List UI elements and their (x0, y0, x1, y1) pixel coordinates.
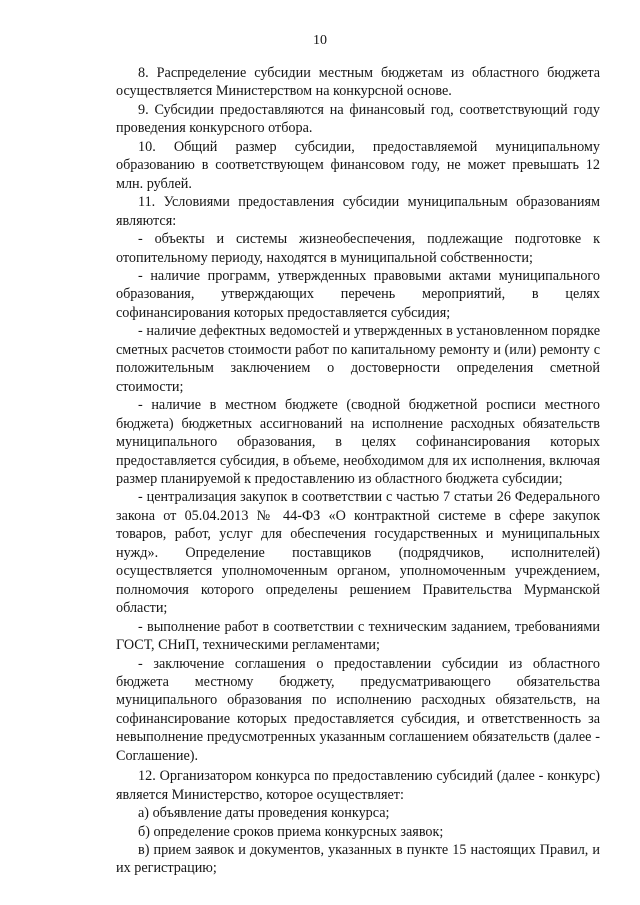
paragraph-11: 11. Условиями предоставления субсидии муниципальным образованиям являются: (116, 194, 600, 229)
condition-item: - наличие программ, утвержденных правовыми актами муниципального образования, утверждающих перечень мероприятий, в целях софинансирования которых предоставляется субсидия; (116, 267, 600, 321)
organizer-duty-item: а) объявление даты проведения конкурса; (138, 805, 390, 822)
paragraph-10: 10. Общий размер субсидии, предоставляемой муниципальному образованию в соответствующем финансовом году, не может превышать 12 млн. рублей. (116, 138, 600, 192)
condition-item: - заключение соглашения о предоставлении субсидии из областного бюджета местному бюджету, предусматривающего обязательства муниципального образования по исполнению расходных обязательств, на софинансирование которых предоставляется субсидия, и ответственность за невыполнение предусмотренных указанным соглашением обязательств (далее - Соглашение). (116, 655, 600, 764)
paragraph-8: 8. Распределение субсидии местным бюджетам из областного бюджета осуществляется Министерством на конкурсной основе. (116, 65, 600, 100)
condition-item: - централизация закупок в соответствии с частью 7 статьи 26 Федерального закона от 05.04.2013 № 44-ФЗ «О контрактной системе в сфере закупок товаров, работ, услуг для обеспечения государственных и муниципальных нужд». Определение поставщиков (подрядчиков, исполнителей) осуществляется уполномоченным органом, уполномоченным учреждением, полномочия которого определены решением Правительства Мурманской области; (116, 489, 600, 617)
document-body (116, 64, 600, 878)
organizer-duty-item: б) определение сроков приема конкурсных заявок; (138, 823, 444, 840)
condition-item: - наличие в местном бюджете (сводной бюджетной росписи местного бюджета) бюджетных ассигнований на исполнение расходных обязательств муниципального образования, в целях софинансирования которых предоставляется субсидия, в объеме, необходимом для их исполнения, включая размер планируемой к предоставлению из областного бюджета субсидии; (116, 397, 600, 487)
paragraph-9: 9. Субсидии предоставляются на финансовый год, соответствующий году проведения конкурсного отбора. (116, 101, 600, 137)
organizer-duty-item: в) прием заявок и документов, указанных в пункте 15 настоящих Правил, и их регистрацию; (116, 842, 600, 877)
page-number: 10 (313, 33, 327, 48)
condition-item: - объекты и системы жизнеобеспечения, подлежащие подготовке к отопительному периоду, находятся в муниципальной собственности; (116, 231, 600, 266)
paragraph-12: 12. Организатором конкурса по предоставлению субсидий (далее - конкурс) является Министерство, которое осуществляет: (116, 768, 600, 803)
condition-item: - выполнение работ в соответствии с техническим заданием, требованиями ГОСТ, СНиП, техническими регламентами; (116, 618, 600, 654)
condition-item: - наличие дефектных ведомостей и утвержденных в установленном порядке сметных расчетов стоимости работ по капитальному ремонту и (или) ремонту с положительным заключением о достоверности определения сметной стоимости; (116, 323, 600, 395)
